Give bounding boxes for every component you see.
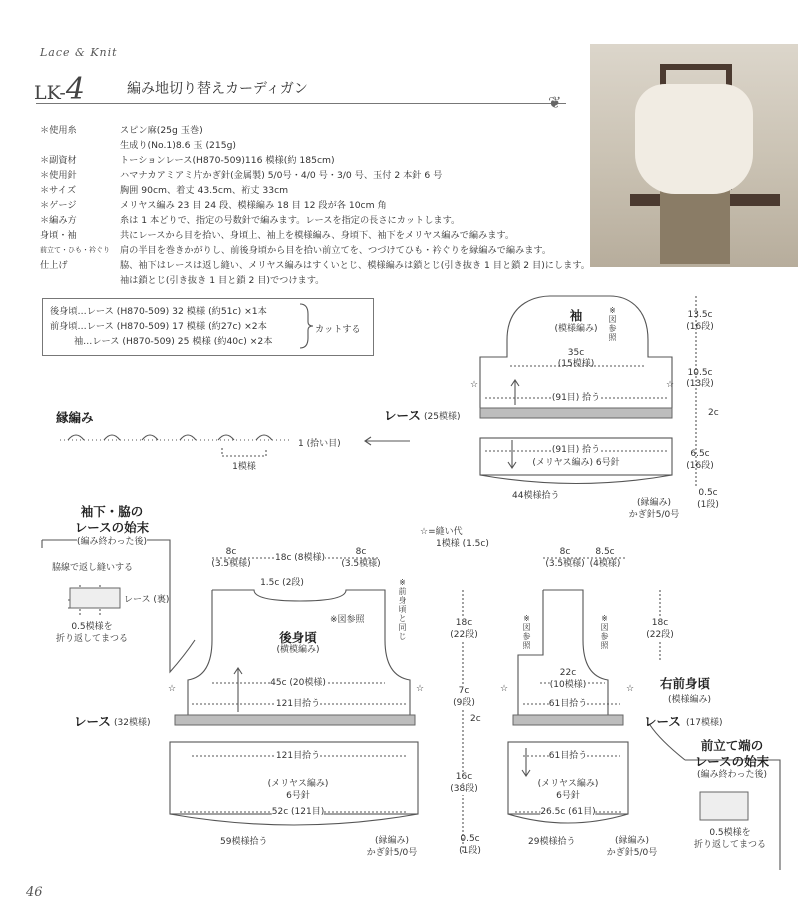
back-edge: (縁編み) [374, 836, 410, 846]
back-needle: 6号針 [286, 791, 310, 801]
page-number: 46 [26, 885, 43, 900]
sleeve-bottom-outline [480, 438, 672, 475]
sleeve-width: 35c [567, 348, 585, 358]
sleeve-finish-title1: 袖下・脇の [80, 504, 144, 519]
brace [300, 304, 313, 348]
front-width-rows: (10模様) [549, 680, 587, 690]
front-top-left-rows: (3.5模様) [545, 559, 585, 569]
sleeve-lace-label: レース [384, 408, 421, 423]
sleeve-dim4: 6.5c [690, 449, 710, 459]
front-top-left: 8c [559, 547, 571, 557]
materials-row: ＊副資材 トーションレース(H870-509)116 模様(約 185cm) [40, 155, 335, 166]
back-dim3: 2c [470, 714, 481, 724]
back-name: 後身頃 [279, 630, 317, 645]
back-pickup-bottom: 121目拾う [275, 751, 321, 761]
leaf-ornament-icon: ❦ [548, 93, 562, 112]
sleeve-lace-band [480, 408, 672, 418]
front-top-left [518, 590, 543, 715]
sleeve-pickup-bottom: (91目) 拾う [551, 445, 601, 455]
front-finish-fold1: 0.5模様を [709, 828, 751, 838]
back-top-right-rows: (3.5模様) [341, 559, 381, 569]
materials-row: ＊編み方 糸は 1 本どりで、指定の号数針で編みます。レースを指定の長さにカットします。 [40, 215, 461, 226]
back-top-right: 8c [355, 547, 367, 557]
back-dim5: 0.5c [460, 834, 480, 844]
seam-star-icon: ☆ [470, 380, 479, 390]
seam-legend-value: 1模様 (1.5c) [436, 539, 489, 549]
sleeve-dim3: 2c [708, 408, 719, 418]
sleeve-dim2: 10.5c [687, 368, 713, 378]
edging-pickup: 1 (拾い目) [298, 439, 341, 449]
seam-star-icon: ☆ [626, 684, 635, 694]
front-dim1: 18c [651, 618, 669, 628]
sleeve-width-rows: (15模様) [557, 359, 595, 369]
back-top-left [188, 590, 212, 715]
cut-note: カットする [315, 324, 361, 335]
front-pattern: (模様編み) [668, 695, 712, 705]
edging-shells [68, 435, 272, 440]
sleeve-dim1-rows: (16段) [686, 322, 714, 332]
front-lace-sample-box [700, 792, 748, 820]
front-finish-title1: 前立て端の [700, 738, 764, 753]
code-prefix: LK- [34, 82, 66, 104]
front-width: 22c [559, 668, 577, 678]
sleeve-dim5-rows: (1段) [697, 500, 719, 510]
materials-row: ＊サイズ 胸囲 90cm、着丈 43.5cm、裄丈 33cm [40, 185, 289, 196]
sleeve-finish-subtitle: (編み終わった後) [77, 537, 147, 547]
back-pickup-top: 121目拾う [275, 699, 321, 709]
back-see-fig: ※図参照 [330, 615, 365, 625]
front-see-fig-left: ※図参照 [522, 614, 531, 650]
sleeve-finish-fold1: 0.5模様を [71, 622, 113, 632]
back-dim1-rows: (22段) [450, 630, 478, 640]
front-pickup-bottom: 61目拾う [548, 751, 588, 761]
back-lace-count: (32模様) [114, 718, 151, 728]
materials-row: ＊使用糸 スピン麻(25g 玉巻) [40, 125, 203, 136]
sleeve-bottom-pickup: 44模様拾う [512, 491, 560, 501]
materials-row: 袖は鎖とじ(引き抜き 1 目と鎖 2 目)でつけます。 [120, 275, 325, 286]
sleeve-dim2-rows: (13段) [686, 379, 714, 389]
back-stockinette: (メリヤス編み) [267, 779, 329, 789]
sleeve-stockinette: (メリヤス編み) 6号針 [532, 458, 620, 468]
materials-row: ＊使用針 ハマナカアミアミ片かぎ針(金属製) 5/0号・4/0 号・3/0 号、玉付 2 本針 6 号 [40, 170, 443, 181]
cut-item: 後身頃…レース (H870-509) 32 模様 (約51c) ×1本 [50, 306, 267, 317]
back-dim2: 7c [458, 686, 470, 696]
front-edge: (縁編み) [614, 836, 650, 846]
edging-repeat-bracket [222, 448, 266, 456]
front-lace-count: (17模様) [686, 718, 723, 728]
back-dim4: 16c [455, 772, 473, 782]
front-needle: 6号針 [556, 791, 580, 801]
sleeve-finish-title2: レースの始末 [74, 520, 150, 535]
seam-star-icon: ☆ [666, 380, 675, 390]
sleeve-pickup-top: (91目) 拾う [551, 393, 601, 403]
back-side-note: ※前身頃と同じ [398, 578, 407, 641]
front-see-fig-right: ※図参照 [600, 614, 609, 650]
seam-star-icon: ☆ [416, 684, 425, 694]
front-top-right [543, 590, 608, 715]
front-finish-fold2: 折り返してまつる [693, 840, 767, 850]
lace-sample [70, 588, 120, 608]
materials-row: ＊ゲージ メリヤス編み 23 目 24 段、模様編み 18 目 12 段が各 10cm 角 [40, 200, 387, 211]
materials-row: 生成り(No.1)8.6 玉 (215g) [120, 140, 237, 151]
sleeve-dim5: 0.5c [698, 488, 718, 498]
sleeve-see-fig: ※図参照 [608, 306, 617, 342]
back-dim5-rows: (1段) [459, 846, 481, 856]
page-title: 編み地切り替えカーディガン [127, 81, 308, 97]
front-finish-title2: レースの始末 [694, 754, 770, 769]
back-top-left: 8c [225, 547, 237, 557]
sleeve-finish-lace-back: レース (裏) [124, 595, 170, 605]
front-dim1-rows: (22段) [646, 630, 674, 640]
sleeve-name: 袖 [569, 308, 583, 323]
back-neck: 1.5c (2段) [260, 578, 304, 588]
front-edge-hook: かぎ針5/0号 [606, 848, 658, 858]
front-lace-band [513, 715, 623, 725]
back-top-left-rows: (3.5模様) [211, 559, 251, 569]
back-dim2-rows: (9段) [453, 698, 475, 708]
edging-repeat: 1模様 [232, 462, 256, 472]
sleeve-finish-fold2: 折り返してまつる [55, 634, 129, 644]
front-bottom-width: 26.5c (61目) [540, 807, 596, 817]
back-bottom-width: 52c (121目) [271, 807, 325, 817]
sleeve-dim4-rows: (16段) [686, 461, 714, 471]
front-finish-subtitle: (編み終わった後) [697, 770, 767, 780]
back-dim4-rows: (38段) [450, 784, 478, 794]
seam-legend: ☆=縫い代 [420, 527, 463, 537]
front-top-right: 8.5c [595, 547, 615, 557]
front-lace-label: レース [644, 714, 681, 729]
code-number: 4 [65, 72, 85, 107]
back-edge-hook: かぎ針5/0号 [366, 848, 418, 858]
sleeve-edge: (縁編み) [636, 498, 672, 508]
back-lace-label: レース [74, 714, 111, 729]
seam-star-icon: ☆ [500, 684, 509, 694]
front-top-right-rows: (4模様) [589, 559, 621, 569]
front-pickup-top: 61目拾う [548, 699, 588, 709]
back-pattern: (横模編み) [276, 645, 320, 655]
back-lace-band [175, 715, 415, 725]
sleeve-edge-hook: かぎ針5/0号 [628, 510, 680, 520]
back-width: 45c (20模様) [270, 678, 326, 688]
cut-item: 前身頃…レース (H870-509) 17 模様 (約27c) ×2本 [50, 321, 267, 332]
sleeve-lace-count: (25模様) [424, 412, 461, 422]
front-name: 右前身頃 [660, 676, 711, 691]
seam-star-icon: ☆ [168, 684, 177, 694]
back-dim1: 18c [455, 618, 473, 628]
series-label: Lace & Knit [40, 46, 118, 59]
materials-row: 仕上げ 脇、袖下はレースは返し縫い、メリヤス編みはすくいとじ、模様編みは鎖とじ(引き抜き 1 目と鎖 2 目)にします。 [40, 260, 590, 271]
sleeve-finish-note: 脇線で返し縫いする [52, 563, 134, 573]
materials-row: 身頃・袖 共にレースから目を拾い、身頃上、袖上を模様編み、身頃下、袖下をメリヤス編みで編みます。 [40, 230, 515, 241]
sleeve-pattern: (模様編み) [554, 324, 598, 334]
back-bottom-pickup: 59模様拾う [220, 837, 268, 847]
front-stockinette: (メリヤス編み) [537, 779, 599, 789]
sleeve-hem-curve [480, 475, 672, 484]
back-top-mid: 18c (8模様) [274, 553, 326, 563]
edging-title: 縁編み [56, 410, 94, 425]
cut-item: 袖…レース (H870-509) 25 模様 (約40c) ×2本 [74, 336, 273, 347]
materials-row: 前立て・ひも・衿ぐり 肩の半目を巻きかがりし、前後身頃から目を拾い前立てを、つづけてひも・衿ぐりを縁編みで編みます。 [40, 245, 552, 256]
sleeve-dim1: 13.5c [687, 310, 713, 320]
front-bottom-pickup: 29模様拾う [528, 837, 576, 847]
